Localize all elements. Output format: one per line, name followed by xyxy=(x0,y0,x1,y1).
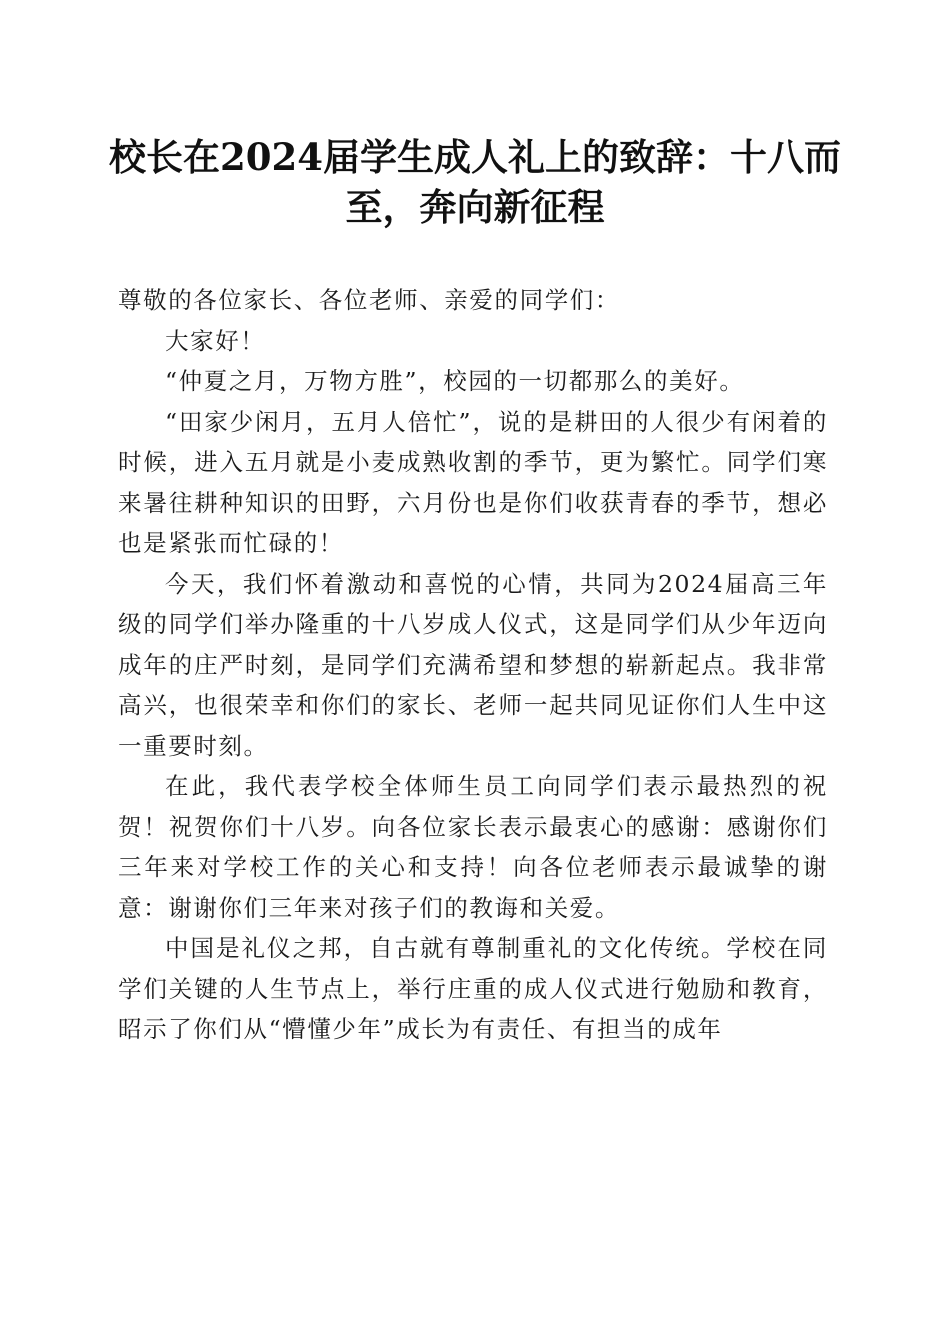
paragraph: 今天，我们怀着激动和喜悦的心情，共同为2024届高三年级的同学们举办隆重的十八岁成人仪式，这是同学们从少年迈向成年的庄严时刻，是同学们充满希望和梦想的崭新起点。我非常高兴，也很荣幸和你们的家长、老师一起共同见证你们人生中这一重要时刻。 xyxy=(118,569,828,760)
paragraph: 在此，我代表学校全体师生员工向同学们表示最热烈的祝贺！祝贺你们十八岁。向各位家长表示最衷心的感谢：感谢你们三年来对学校工作的关心和支持！向各位老师表示最诚挚的谢意：谢谢你们三年来对孩子们的教诲和关爱。 xyxy=(118,772,828,922)
document-body xyxy=(118,280,828,1050)
title-line-1: 校长在2024届学生成人礼上的致辞：十八而 xyxy=(109,135,841,179)
title-line-2: 至，奔向新征程 xyxy=(345,185,605,229)
paragraph-greeting: 大家好！ xyxy=(165,326,266,355)
paragraph: 中国是礼仪之邦，自古就有尊制重礼的文化传统。学校在同学们关键的人生节点上，举行庄重的成人仪式进行勉励和教育，昭示了你们从“懵懂少年”成长为有责任、有担当的成年 xyxy=(118,934,828,1043)
paragraph: “田家少闲月，五月人倍忙”，说的是耕田的人很少有闲着的时候，进入五月就是小麦成熟收割的季节，更为繁忙。同学们寒来暑往耕种知识的田野，六月份也是你们收获青春的季节，想必也是紧张而忙碌的！ xyxy=(118,407,828,557)
paragraph: “仲夏之月，万物方胜”，校园的一切都那么的美好。 xyxy=(165,367,745,395)
salutation: 尊敬的各位家长、各位老师、亲爱的同学们： xyxy=(118,286,620,314)
document-title xyxy=(100,132,850,232)
